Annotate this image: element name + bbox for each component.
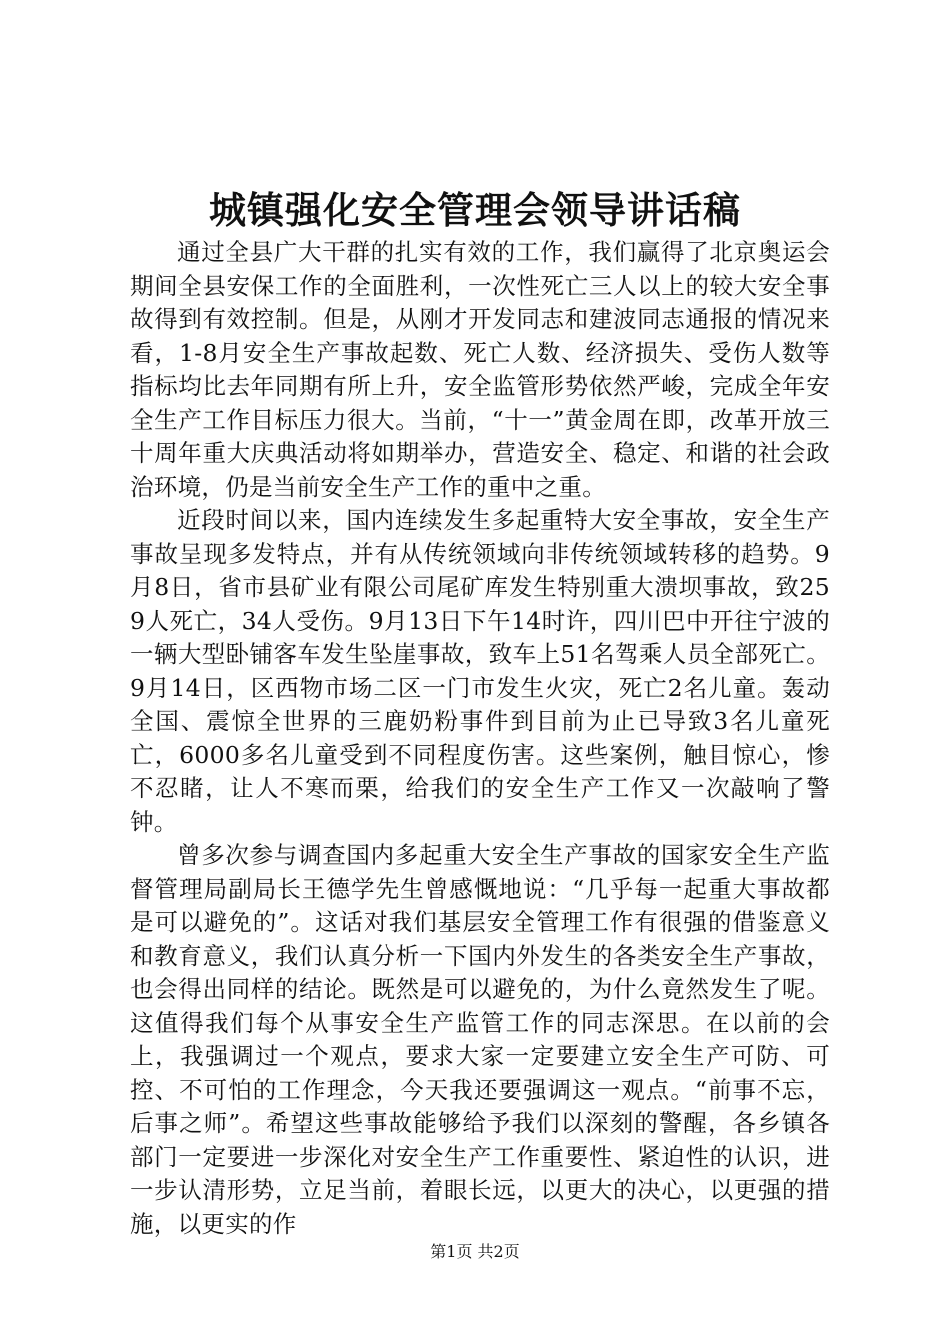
document-body [130, 236, 830, 1241]
document-title: 城镇强化安全管理会领导讲话稿 [209, 188, 741, 232]
paragraph-3: 曾多次参与调查国内多起重大安全生产事故的国家安全生产监督管理局副局长王德学先生曾感慨地说：“几乎每一起重大事故都是可以避免的”。这话对我们基层安全管理工作有很强的借鉴意义和教育意义，我们认真分析一下国内外发生的各类安全生产事故，也会得出同样的结论。既然是可以避免的，为什么竟然发生了呢。这值得我们每个从事安全生产监管工作的同志深思。在以前的会上，我强调过一个观点，要求大家一定要建立安全生产可防、可控、不可怕的工作理念，今天我还要强调这一观点。“前事不忘，后事之师”。希望这些事故能够给予我们以深刻的警醒，各乡镇各部门一定要进一步深化对安全生产工作重要性、紧迫性的认识，进一步认清形势，立足当前，着眼长远，以更大的决心，以更强的措施，以更实的作 [130, 841, 830, 1238]
paragraph-2: 近段时间以来，国内连续发生多起重特大安全事故，安全生产事故呈现多发特点，并有从传统领域向非传统领域转移的趋势。9月8日，省市县矿业有限公司尾矿库发生特别重大溃坝事故，致259人死亡，34人受伤。9月13日下午14时许，四川巴中开往宁波的一辆大型卧铺客车发生坠崖事故，致车上51名驾乘人员全部死亡。9月14日，区西物市场二区一门市发生火灾，死亡2名儿童。轰动全国、震惊全世界的三鹿奶粉事件到目前为止已导致3名儿童死亡，6000多名儿童受到不同程度伤害。这些案例，触目惊心，惨不忍睹，让人不寒而栗，给我们的安全生产工作又一次敲响了警钟。 [130, 506, 830, 836]
paragraph-1: 通过全县广大干群的扎实有效的工作，我们赢得了北京奥运会期间全县安保工作的全面胜利，一次性死亡三人以上的较大安全事故得到有效控制。但是，从刚才开发同志和建波同志通报的情况来看，1-8月安全生产事故起数、死亡人数、经济损失、受伤人数等指标均比去年同期有所上升，安全监管形势依然严峻，完成全年安全生产工作目标压力很大。当前，“十一”黄金周在即，改革开放三十周年重大庆典活动将如期举办，营造安全、稳定、和谐的社会政治环境，仍是当前安全生产工作的重中之重。 [130, 238, 830, 501]
page-number-footer: 第1页 共2页 [430, 1242, 520, 1261]
